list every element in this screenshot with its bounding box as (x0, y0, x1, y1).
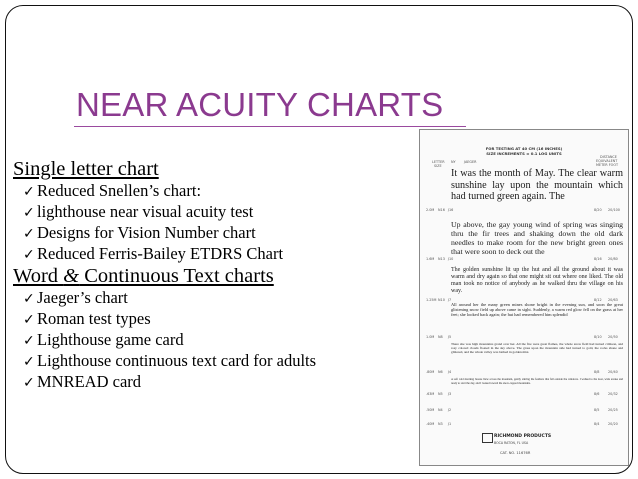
brand-name: RICHMOND PRODUCTS (494, 434, 552, 439)
list-item (13, 351, 375, 372)
checkmark-icon: ✓ (23, 312, 35, 328)
row-mark: 8/10 (594, 335, 602, 339)
row-mark: N10 (438, 298, 445, 302)
chart-left-label: JAEGER (464, 160, 477, 164)
slide-frame (5, 5, 633, 474)
reading-paragraph: It was the month of May. The clear warm sunshine lay upon the mountain which had turned green again. The (451, 168, 623, 202)
reading-paragraph: There she was high mountains grand over her. All the fire were great flames, the whole snow field had turned crimson, and rosy colored clouds floated in the sky above. The grass upon the mountain side had turned to gold, the rocks shone and glittered, and the whole valley was bathed in golden mist. (451, 342, 623, 355)
row-mark: J16 (448, 208, 454, 212)
reading-paragraph: A soft cold morning breeze blew across the mountain, gently stirring the feathers that fall outside the windows. I walked to the door, wide awake and ready to start the day, and I looked toward the snow-capped mountains. (451, 378, 623, 385)
slide-content (13, 158, 418, 393)
word-text-list (13, 288, 418, 393)
section-heading-single-letter: Single letter chart (13, 158, 159, 180)
row-mark: N8 (438, 335, 443, 339)
slide-title: NEAR ACUITY CHARTS (76, 86, 444, 123)
checkmark-icon: ✓ (23, 184, 35, 200)
row-mark: J1 (448, 422, 452, 426)
richmond-logo-icon (482, 433, 493, 443)
list-item (13, 244, 418, 265)
row-mark: 8/16 (594, 257, 602, 261)
checkmark-icon: ✓ (23, 226, 35, 242)
row-mark: N3 (438, 422, 443, 426)
checkmark-icon: ✓ (23, 205, 35, 221)
row-mark: 20/20 (608, 422, 618, 426)
heading-ampersand: & (63, 265, 80, 287)
chart-right-label: DISTANCE (600, 155, 617, 159)
row-mark: 20/63 (608, 298, 618, 302)
row-mark: 1.25M (426, 298, 437, 302)
list-item-text: Designs for Vision Number chart (37, 223, 256, 242)
checkmark-icon: ✓ (23, 247, 35, 263)
row-mark: .50M (426, 408, 435, 412)
row-mark: J4 (448, 370, 452, 374)
list-item (13, 330, 418, 351)
row-mark: 20/100 (608, 208, 620, 212)
row-mark: 1.0M (426, 335, 435, 339)
title-underline (74, 126, 466, 127)
reading-paragraph: Up above, the gay young wind of spring was singing thru the fir trees and shaking down the old dark needles to make room for the new bright green ones that were soon to deck out the (451, 220, 623, 256)
single-letter-list (13, 181, 418, 265)
reading-paragraph: The golden sunshine lit up the hut and all the ground about it was warm and dry again so that one might sit out where one liked. The old man took no notice of anybody as he walked thru the village on his way. (451, 267, 623, 294)
row-mark: N6 (438, 370, 443, 374)
list-item (13, 309, 418, 330)
row-mark: .80M (426, 370, 435, 374)
chart-header-line: SIZE INCREMENTS = 0.1 LOG UNITS (486, 151, 562, 156)
list-item-text: Reduced Snellen’s chart: (37, 181, 202, 200)
row-mark: .63M (426, 392, 435, 396)
list-item-text: lighthouse near visual acuity test (37, 202, 254, 221)
row-mark: .40M (426, 422, 435, 426)
row-mark: J10 (448, 257, 454, 261)
row-mark: N16 (438, 208, 445, 212)
heading-part: Word (13, 265, 64, 287)
chart-left-label: LETTER (432, 160, 445, 164)
row-mark: 20/80 (608, 257, 618, 261)
list-item (13, 181, 418, 202)
row-mark: 8/5 (594, 408, 600, 412)
brand-location: BOCA RATON, FL USA (494, 441, 529, 445)
list-item-text: Lighthouse game card (37, 330, 184, 349)
chart-left-label: NY (451, 160, 456, 164)
near-acuity-chart-image (419, 129, 629, 466)
row-mark: 8/20 (594, 208, 602, 212)
row-mark: N13 (438, 257, 445, 261)
row-mark: 2.0M (426, 208, 435, 212)
list-item-text: Lighthouse continuous text card for adults (37, 351, 317, 370)
list-item-text: MNREAD card (37, 372, 142, 391)
section-heading-word-text (13, 265, 418, 288)
list-item (13, 223, 418, 244)
row-mark: J3 (448, 392, 452, 396)
row-mark: 8/6 (594, 392, 600, 396)
chart-right-label: METER FOOT (596, 163, 619, 167)
row-mark: 1.6M (426, 257, 435, 261)
reading-paragraph: All around her the many green mines shone bright in the evening sun, and soon the great glistening snow field up above came in sight. Suddenly, a warm red glow fell on the grass at her feet; she looked back again; the hut had remembered him splendid (451, 302, 623, 318)
row-mark: N4 (438, 408, 443, 412)
checkmark-icon: ✓ (23, 354, 35, 370)
checkmark-icon: ✓ (23, 375, 35, 391)
catalog-number: CAT. NO. 11676R (500, 451, 531, 455)
row-mark: 20/50 (608, 335, 618, 339)
row-mark: J5 (448, 335, 452, 339)
row-mark: 20/40 (608, 370, 618, 374)
list-item (13, 372, 418, 393)
row-mark: J7 (448, 298, 452, 302)
row-mark: J2 (448, 408, 452, 412)
chart-right-label: EQUIVALENT (596, 159, 618, 163)
checkmark-icon: ✓ (23, 291, 35, 307)
list-item-text: Roman test types (37, 309, 151, 328)
list-item (13, 202, 418, 223)
row-mark: 8/8 (594, 370, 600, 374)
row-mark: 20/25 (608, 408, 618, 412)
row-mark: 20/32 (608, 392, 618, 396)
checkmark-icon: ✓ (23, 333, 35, 349)
row-mark: 8/4 (594, 422, 600, 426)
row-mark: 8/12 (594, 298, 602, 302)
list-item-text: Jaeger’s chart (37, 288, 128, 307)
heading-part: Continuous Text charts (79, 265, 274, 287)
row-mark: N5 (438, 392, 443, 396)
list-item-text: Reduced Ferris-Bailey ETDRS Chart (37, 244, 284, 263)
chart-left-label: SIZE (434, 164, 442, 168)
list-item (13, 288, 418, 309)
chart-header-line: FOR TESTING AT 40 CM (16 INCHES) (485, 146, 563, 151)
